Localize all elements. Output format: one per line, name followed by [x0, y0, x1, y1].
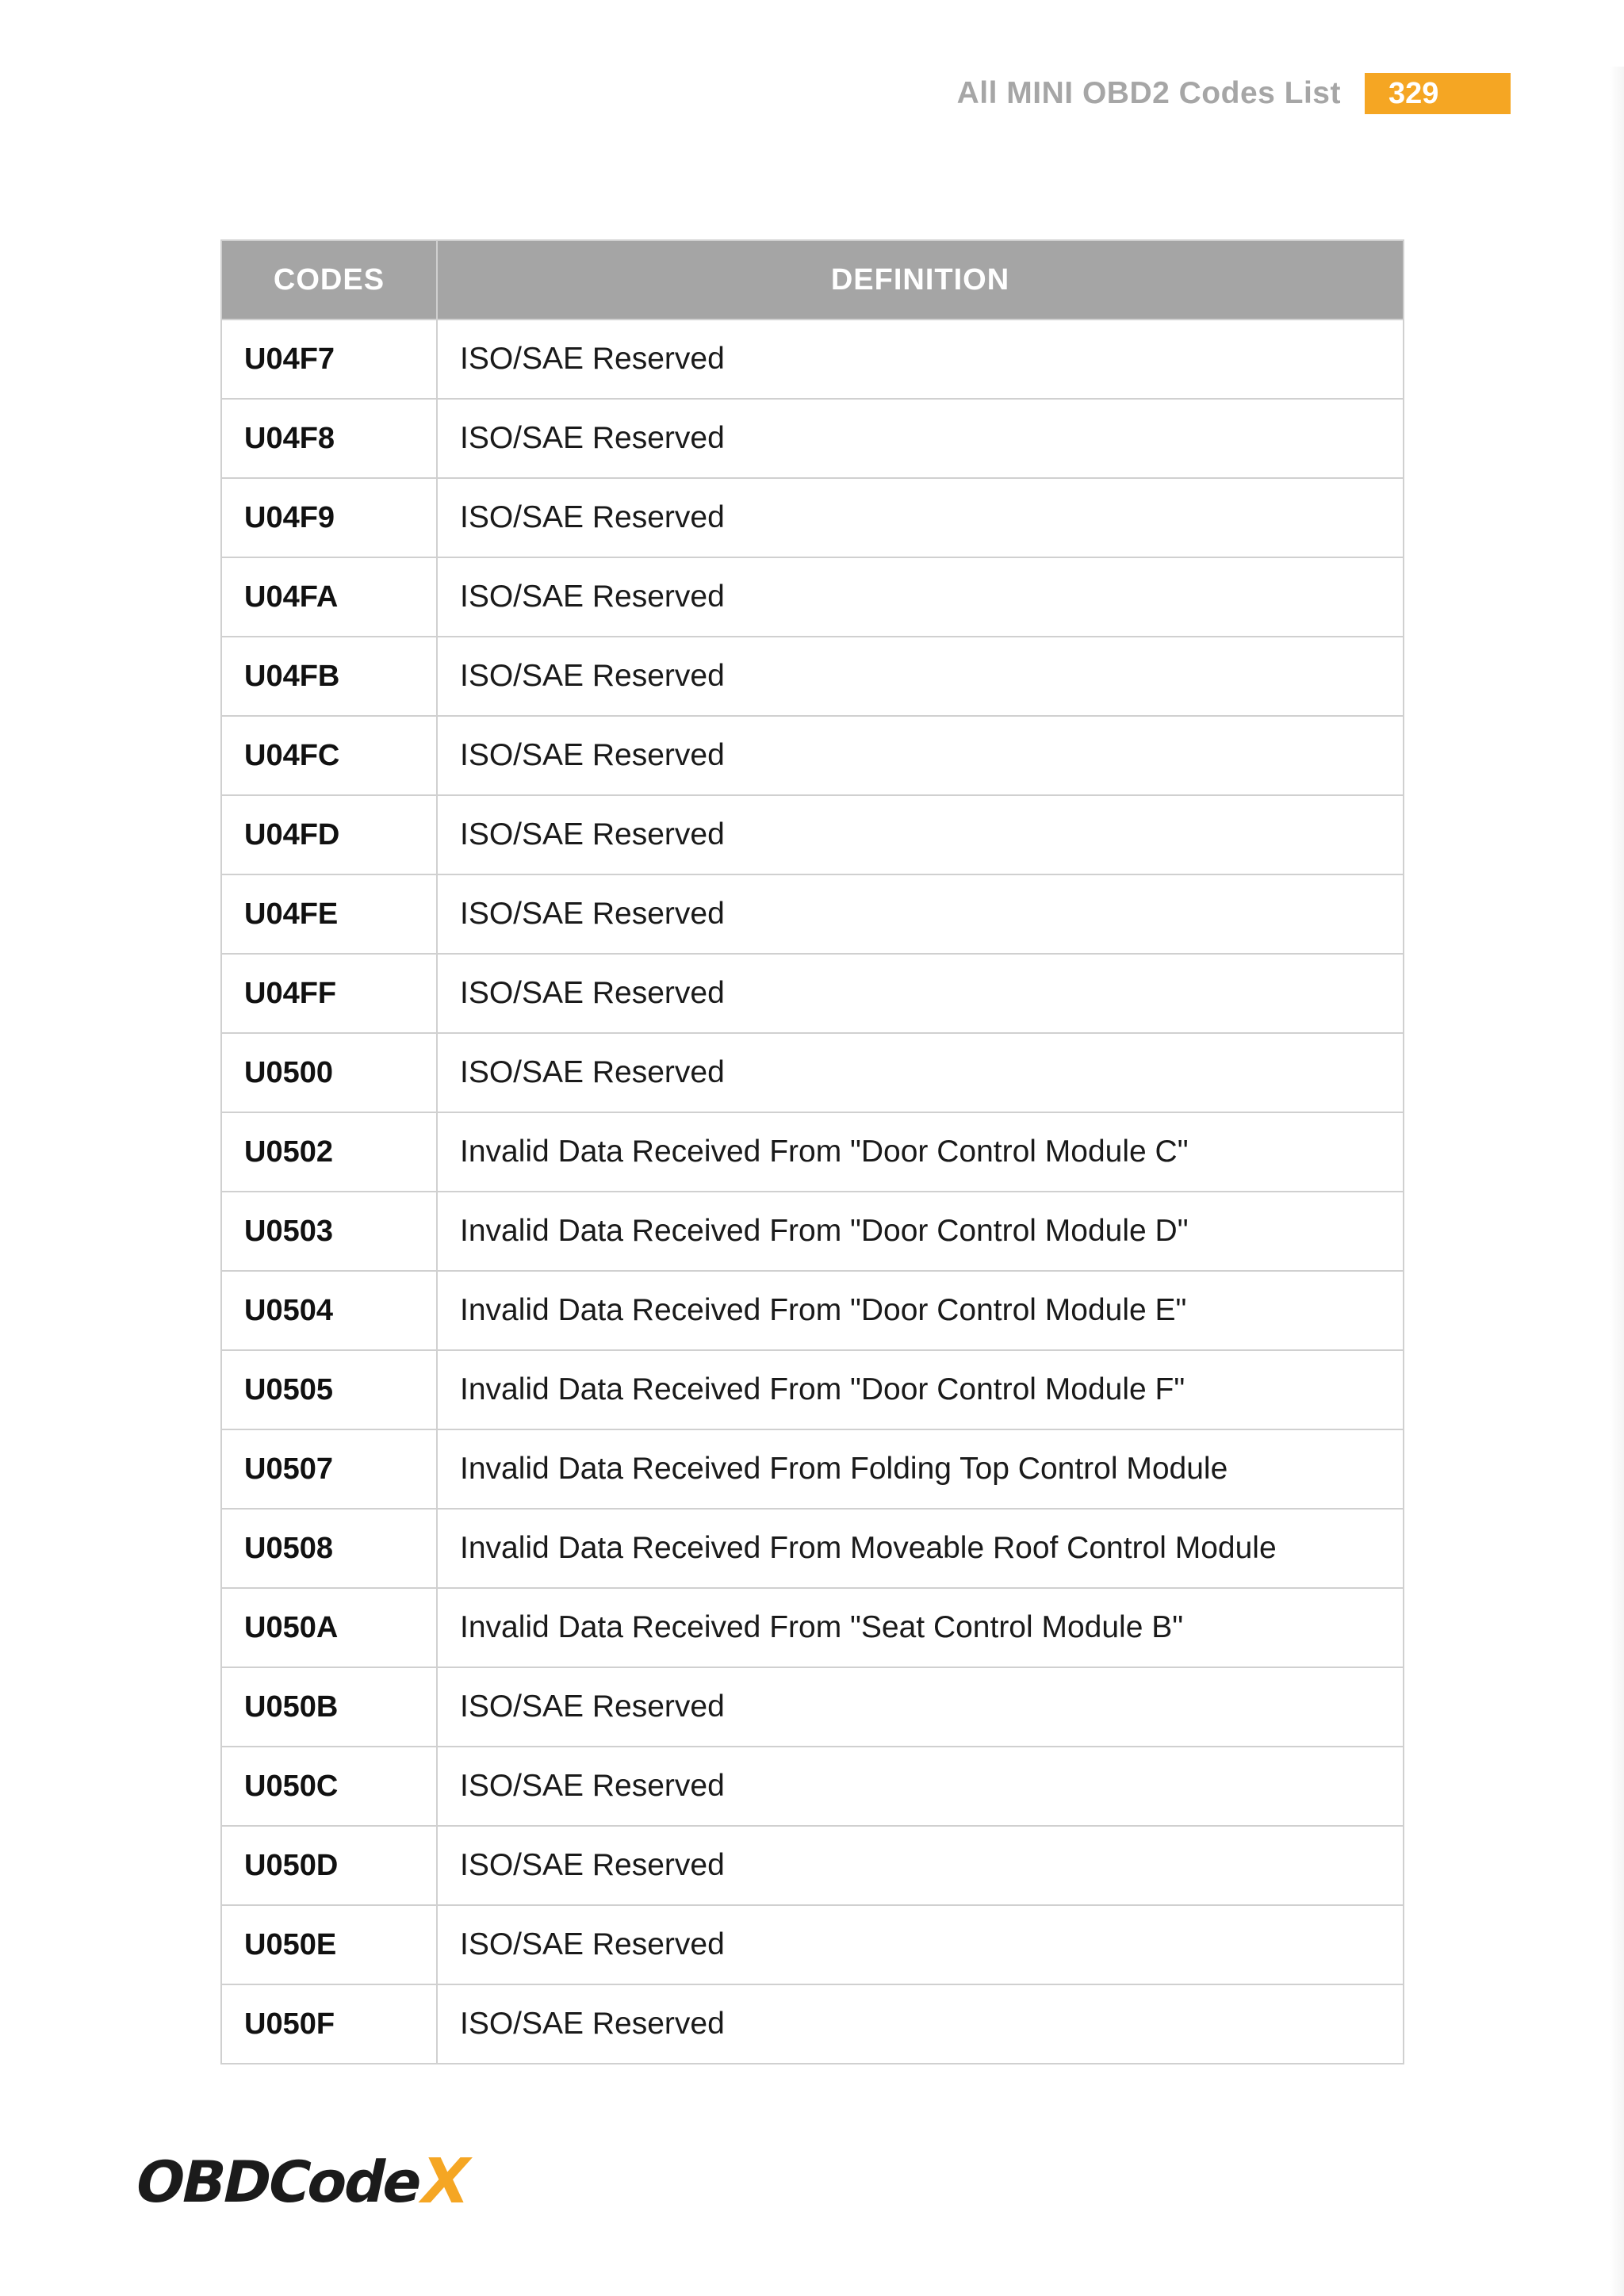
definition-cell: Invalid Data Received From "Door Control Module C": [437, 1112, 1404, 1192]
table-body: [221, 320, 1404, 2064]
table-row: [221, 1667, 1404, 1747]
code-cell: U0508: [221, 1509, 437, 1588]
column-header-codes: CODES: [221, 240, 437, 320]
table-row: [221, 1826, 1404, 1905]
table-row: [221, 1588, 1404, 1667]
table-row: [221, 399, 1404, 478]
definition-cell: ISO/SAE Reserved: [437, 399, 1404, 478]
table-row: [221, 716, 1404, 795]
table-header-row: [221, 240, 1404, 320]
document-title: All MINI OBD2 Codes List: [956, 76, 1341, 110]
definition-cell: Invalid Data Received From Folding Top Control Module: [437, 1429, 1404, 1509]
code-cell: U04FA: [221, 557, 437, 637]
code-cell: U04FE: [221, 874, 437, 954]
definition-cell: ISO/SAE Reserved: [437, 954, 1404, 1033]
page-number-badge: 329: [1365, 73, 1511, 114]
definition-cell: Invalid Data Received From "Door Control Module E": [437, 1271, 1404, 1350]
definition-cell: ISO/SAE Reserved: [437, 1033, 1404, 1112]
table-row: [221, 1747, 1404, 1826]
code-cell: U04FB: [221, 637, 437, 716]
code-cell: U0505: [221, 1350, 437, 1429]
code-cell: U04FD: [221, 795, 437, 874]
code-cell: U050A: [221, 1588, 437, 1667]
logo-text: OBDCode: [129, 2149, 427, 2215]
table-row: [221, 1509, 1404, 1588]
definition-cell: ISO/SAE Reserved: [437, 478, 1404, 557]
page-header: [957, 73, 1511, 114]
table-row: [221, 874, 1404, 954]
page-edge-shadow: [1610, 67, 1624, 2296]
table-row: [221, 1112, 1404, 1192]
definition-cell: ISO/SAE Reserved: [437, 716, 1404, 795]
definition-cell: Invalid Data Received From "Door Control Module F": [437, 1350, 1404, 1429]
table-row: [221, 1905, 1404, 1984]
code-cell: U04FF: [221, 954, 437, 1033]
code-cell: U04FC: [221, 716, 437, 795]
table-row: [221, 1429, 1404, 1509]
code-cell: U0504: [221, 1271, 437, 1350]
table-row: [221, 954, 1404, 1033]
table-row: [221, 795, 1404, 874]
table-row: [221, 557, 1404, 637]
table-row: [221, 1192, 1404, 1271]
obdcodex-logo: [129, 2146, 477, 2218]
column-header-definition: DEFINITION: [437, 240, 1404, 320]
code-cell: U04F9: [221, 478, 437, 557]
table-row: [221, 320, 1404, 399]
table-row: [221, 478, 1404, 557]
table-row: [221, 637, 1404, 716]
code-cell: U04F7: [221, 320, 437, 399]
codes-table: [220, 239, 1404, 2064]
definition-cell: ISO/SAE Reserved: [437, 1984, 1404, 2064]
code-cell: U0507: [221, 1429, 437, 1509]
code-cell: U050E: [221, 1905, 437, 1984]
code-cell: U050B: [221, 1667, 437, 1747]
table-row: [221, 1984, 1404, 2064]
definition-cell: ISO/SAE Reserved: [437, 1747, 1404, 1826]
definition-cell: ISO/SAE Reserved: [437, 1826, 1404, 1905]
code-cell: U050C: [221, 1747, 437, 1826]
logo-accent-letter: X: [413, 2146, 477, 2218]
table-row: [221, 1033, 1404, 1112]
code-cell: U0500: [221, 1033, 437, 1112]
definition-cell: ISO/SAE Reserved: [437, 320, 1404, 399]
code-cell: U050D: [221, 1826, 437, 1905]
definition-cell: Invalid Data Received From "Seat Control Module B": [437, 1588, 1404, 1667]
definition-cell: ISO/SAE Reserved: [437, 795, 1404, 874]
definition-cell: Invalid Data Received From "Door Control Module D": [437, 1192, 1404, 1271]
code-cell: U050F: [221, 1984, 437, 2064]
code-cell: U0502: [221, 1112, 437, 1192]
table-row: [221, 1350, 1404, 1429]
definition-cell: ISO/SAE Reserved: [437, 1667, 1404, 1747]
definition-cell: ISO/SAE Reserved: [437, 637, 1404, 716]
definition-cell: ISO/SAE Reserved: [437, 557, 1404, 637]
definition-cell: ISO/SAE Reserved: [437, 1905, 1404, 1984]
code-cell: U0503: [221, 1192, 437, 1271]
definition-cell: ISO/SAE Reserved: [437, 874, 1404, 954]
code-cell: U04F8: [221, 399, 437, 478]
definition-cell: Invalid Data Received From Moveable Roof Control Module: [437, 1509, 1404, 1588]
table-row: [221, 1271, 1404, 1350]
